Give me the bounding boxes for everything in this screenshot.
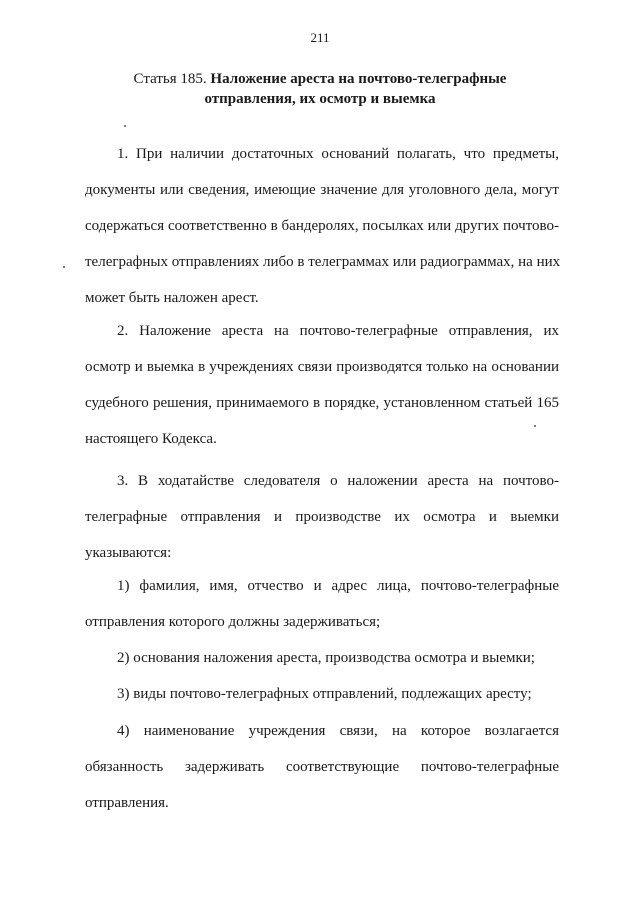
- paragraph-line: судебного решения, принимаемого в порядке, установленном статьей 165: [85, 395, 559, 411]
- article-number: Статья 185.: [133, 71, 207, 87]
- list-item-2: [85, 640, 559, 676]
- list-item-4: [85, 713, 559, 821]
- paragraph-line: телеграфных отправлениях либо в телеграммах или радиограммах, на них: [85, 254, 561, 270]
- paragraph-line: настоящего Кодекса.: [85, 431, 217, 447]
- paragraph-line: может быть наложен арест.: [85, 290, 259, 306]
- scan-speck: [124, 125, 126, 127]
- article-title-line-1: Наложение ареста на почтово-телеграфные: [210, 71, 507, 87]
- paragraph-line: осмотр и выемка в учреждениях связи производятся только на основании: [85, 359, 559, 375]
- paragraph-line: 1. При наличии достаточных оснований полагать, что предметы,: [117, 146, 559, 162]
- paragraph-1: [85, 136, 559, 316]
- paragraph-line: обязанность задерживать соответствующие почтово-телеграфные: [85, 759, 559, 775]
- scan-speck: [534, 425, 536, 427]
- paragraph-line: 3) виды почтово-телеграфных отправлений, подлежащих аресту;: [117, 686, 532, 702]
- list-item-1: [85, 568, 559, 640]
- page-number: 211: [310, 30, 330, 45]
- paragraph-3: [85, 463, 559, 571]
- paragraph-line: телеграфные отправления и производстве их осмотра и выемки: [85, 509, 559, 525]
- paragraph-2: [85, 313, 559, 457]
- paragraph-line: 2) основания наложения ареста, производства осмотра и выемки;: [117, 650, 535, 666]
- scan-speck: [63, 266, 65, 268]
- paragraph-line: 1) фамилия, имя, отчество и адрес лица, почтово-телеграфные: [117, 578, 559, 594]
- article-title: [0, 69, 640, 109]
- paragraph-line: 3. В ходатайстве следователя о наложении ареста на почтово-: [117, 473, 559, 489]
- article-title-line-2: отправления, их осмотр и выемка: [204, 91, 436, 107]
- paragraph-line: указываются:: [85, 545, 172, 561]
- paragraph-line: 2. Наложение ареста на почтово-телеграфные отправления, их: [117, 323, 559, 339]
- paragraph-line: 4) наименование учреждения связи, на которое возлагается: [117, 723, 559, 739]
- paragraph-line: содержаться соответственно в бандеролях, посылках или других почтово-: [85, 218, 559, 234]
- paragraph-line: документы или сведения, имеющие значение для уголовного дела, могут: [85, 182, 559, 198]
- paragraph-line: отправления которого должны задерживаться;: [85, 614, 381, 630]
- list-item-3: [85, 676, 559, 712]
- paragraph-line: отправления.: [85, 795, 169, 811]
